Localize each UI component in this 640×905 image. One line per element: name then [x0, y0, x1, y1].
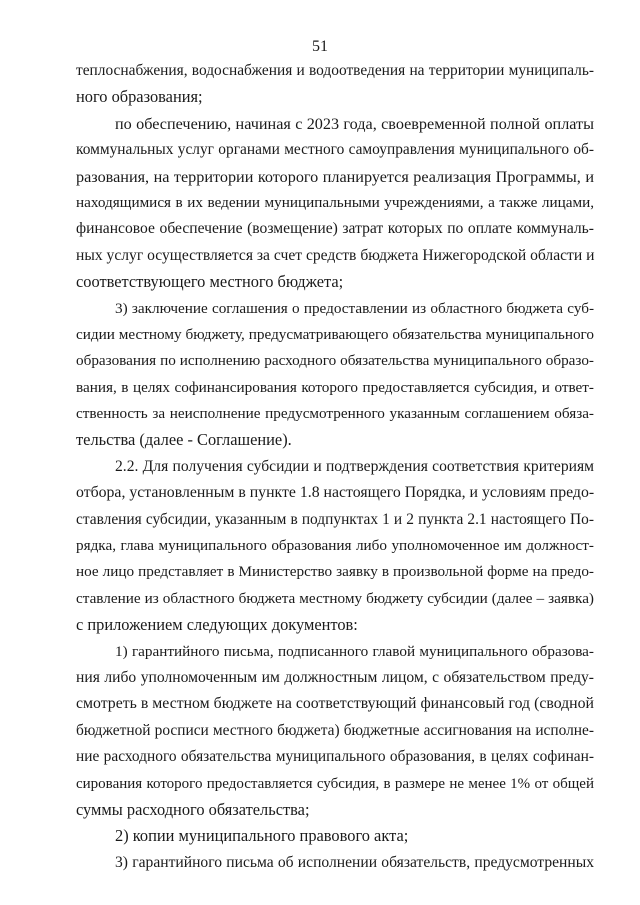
text-line: бюджетной росписи местного бюджета) бюджетные ассигнования на исполне-: [76, 721, 594, 739]
page-number: 51: [312, 38, 328, 55]
text-line: ное лицо представляет в Министерство заявку в произвольной форме на предо-: [76, 563, 594, 581]
text-line: ственность за неисполнение предусмотренного указанным соглашением обяза-: [76, 405, 594, 423]
text-line: находящимися в их ведении муниципальными учреждениями, а также лицами,: [76, 193, 594, 211]
text-line: вания, в целях софинансирования которого предоставляется субсидия, и ответ-: [76, 378, 594, 396]
text-line: 2) копии муниципального правового акта;: [115, 826, 409, 846]
text-line: ния либо уполномоченным им должностным лицом, с обязательством преду-: [76, 668, 594, 686]
text-line: ных услуг осуществляется за счет средств бюджета Нижегородской области и: [76, 246, 595, 264]
text-line: финансовое обеспечение (возмещение) затрат которых по оплате коммуналь-: [76, 220, 594, 238]
text-line: 1) гарантийного письма, подписанного главой муниципального образова-: [115, 642, 594, 660]
text-line: ставления субсидии, указанным в подпунктах 1 и 2 пункта 2.1 настоящего По-: [76, 510, 594, 528]
text-line: ставление из областного бюджета местному бюджету субсидии (далее – заявка): [76, 589, 594, 607]
text-line: с приложением следующих документов:: [76, 615, 358, 635]
body-text: [76, 58, 594, 876]
text-line: разования, на территории которого планируется реализация Программы, и: [76, 167, 594, 186]
text-line: по обеспечению, начиная с 2023 года, своевременной полной оплаты: [115, 114, 594, 133]
text-line: рядка, глава муниципального образования либо уполномоченное им должност-: [76, 537, 594, 555]
text-line: отбора, установленным в пункте 1.8 настоящего Порядка, и условиям предо-: [76, 484, 595, 502]
text-line: сирования которого предоставляется субсидия, в размере не менее 1% от общей: [76, 775, 594, 792]
text-line: сидии местному бюджету, предусматривающего обязательства муниципального: [76, 325, 594, 343]
text-line: 3) гарантийного письма об исполнении обязательств, предусмотренных: [115, 853, 594, 871]
text-line: ного образования;: [76, 87, 203, 107]
text-line: теплоснабжения, водоснабжения и водоотведения на территории муниципаль-: [76, 62, 594, 79]
text-line: коммунальных услуг органами местного самоуправления муниципального об-: [76, 141, 594, 159]
text-line: образования по исполнению расходного обязательства муниципального образо-: [76, 352, 594, 370]
text-line: тельства (далее - Соглашение).: [76, 430, 292, 450]
text-line: 3) заключение соглашения о предоставлении из областного бюджета суб-: [115, 299, 594, 317]
text-line: смотреть в местном бюджете на соответствующий финансовый год (сводной: [76, 695, 594, 713]
text-line: ние расходного обязательства муниципального образования, в целях софинан-: [76, 748, 594, 766]
text-line: соответствующего местного бюджета;: [76, 272, 344, 292]
text-line: 2.2. Для получения субсидии и подтверждения соответствия критериям: [115, 457, 594, 475]
text-line: суммы расходного обязательства;: [76, 799, 310, 819]
